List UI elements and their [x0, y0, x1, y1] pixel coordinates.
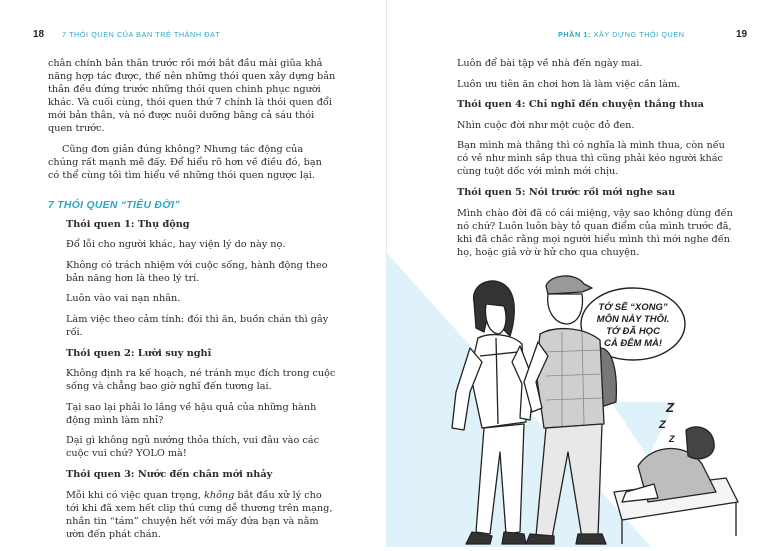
- habit-2-line: Tại sao lại phải lo lắng về hậu quả của những hành động mình làm nhỉ?: [66, 401, 317, 426]
- sleep-z-2: Z: [659, 419, 666, 431]
- habit-4-line: Nhìn cuộc đời như một cuộc đỏ đen.: [457, 119, 635, 131]
- cartoon-svg: [386, 252, 774, 547]
- cartoon-illustration: [386, 252, 774, 547]
- habit-3-line-pre: Mỗi khi có việc quan trọng,: [66, 489, 204, 501]
- top-line: Luôn ưu tiên ăn chơi hơn là làm việc cần làm.: [457, 78, 681, 90]
- intro-paragraph-2: Cũng đơn giản đúng không? Nhưng tác động của chúng rất mạnh mẽ đấy. Để hiểu rõ hơn về điều đó, bạn có thể cùng tôi tìm hiểu về những thói quen ngược lại.: [48, 143, 322, 181]
- habit-1-title: Thói quen 1: Thụ động: [66, 218, 190, 230]
- right-text-column: [457, 57, 737, 266]
- left-text-column: [48, 57, 336, 547]
- habit-1-line: Luôn vào vai nạn nhân.: [66, 293, 181, 305]
- right-page-number: 19: [736, 29, 748, 40]
- habit-2-line: Không định ra kế hoạch, né tránh mục đích trong cuộc sống và chẳng bao giờ nghĩ đến tương lai.: [66, 368, 336, 393]
- habit-1-block: [66, 218, 336, 541]
- habit-3-line-post: bắt đầu xử lý cho tới khi đã xem hết clip thú cưng dễ thương trên mạng, nhắn tin “tám” chuyện hết với mấy đứa bạn và nằm ườn đến phát chán.: [66, 489, 333, 540]
- right-running-head: [558, 30, 685, 39]
- running-head-title: XÂY DỰNG THÓI QUEN: [593, 30, 685, 39]
- habit-1-line: Không có trách nhiệm với cuộc sống, hành động theo bản năng hơn là theo lý trí.: [66, 259, 328, 284]
- left-running-head: 7 THÓI QUEN CỦA BẠN TRẺ THÀNH ĐẠT: [62, 30, 221, 39]
- habit-2-title: Thói quen 2: Lười suy nghĩ: [66, 347, 212, 359]
- speech-line-4: CẢ ĐÊM MÀ!: [603, 338, 663, 349]
- top-line: Luôn để bài tập về nhà đến ngày mai.: [457, 58, 643, 69]
- habit-3-line: [66, 489, 336, 541]
- habit-5-line: Mình chào đời đã có cái miệng, vậy sao không dùng đến nó chứ? Luôn luôn bày tỏ quan điểm của mình trước đã, khi đã chắc rằng mọi người hiểu mình thì mới nghe đến họ, hoặc giả vờ ừ hử cho qua chuyện.: [457, 207, 733, 258]
- habit-4-line: Bạn mình mà thắng thì có nghĩa là mình thua, còn nếu có vẻ như mình sắp thua thì cũng phải kéo người khác cùng tuột dốc với mình mới chịu.: [457, 140, 725, 178]
- sleep-z-1: Z: [666, 400, 674, 415]
- habit-3-title: Thói quen 3: Nước đến chân mới nhảy: [66, 468, 273, 480]
- habit-3-line-emphasis: không: [203, 489, 235, 501]
- intro-paragraph-1: chân chính bản thân trước rồi mới bắt đầu mài giũa khả năng hợp tác được, thế nên những thói quen xây dựng bản thân đều đứng trước những thói quen chinh phục người khác. Và cuối cùng, thói quen thứ 7 chính là thói quen đổi mới bản thân, và nó được nuôi dưỡng bằng cả sáu thói quen trước.: [48, 58, 336, 134]
- habit-1-line: Đổ lỗi cho người khác, hay viện lý do này nọ.: [66, 239, 286, 251]
- habit-2-line: Dại gì không ngủ nướng thỏa thích, vui đâu vào các cuộc vui chứ? YOLO mà!: [66, 435, 319, 460]
- habit-4-title: Thói quen 4: Chỉ nghĩ đến chuyện thắng thua: [457, 99, 704, 111]
- left-page: [0, 0, 387, 547]
- section-title: 7 THÓI QUEN “TIÊU ĐỜI”: [48, 199, 180, 211]
- left-page-number: 18: [33, 29, 45, 40]
- running-head-part: PHẦN 1:: [558, 30, 591, 39]
- sleeping-student: [614, 427, 738, 544]
- habit-1-line: Làm việc theo cảm tính: đói thì ăn, buồn chán thì gây rối.: [66, 313, 329, 338]
- sleep-z-3: Z: [669, 434, 675, 444]
- speech-line-1: TỚ SẼ “XONG”: [598, 302, 668, 313]
- speech-line-2: MÔN NÀY THÔI.: [596, 314, 670, 325]
- speech-line-3: TỚ ĐÃ HỌC: [606, 326, 660, 337]
- habit-5-title: Thói quen 5: Nói trước rồi mới nghe sau: [457, 186, 676, 198]
